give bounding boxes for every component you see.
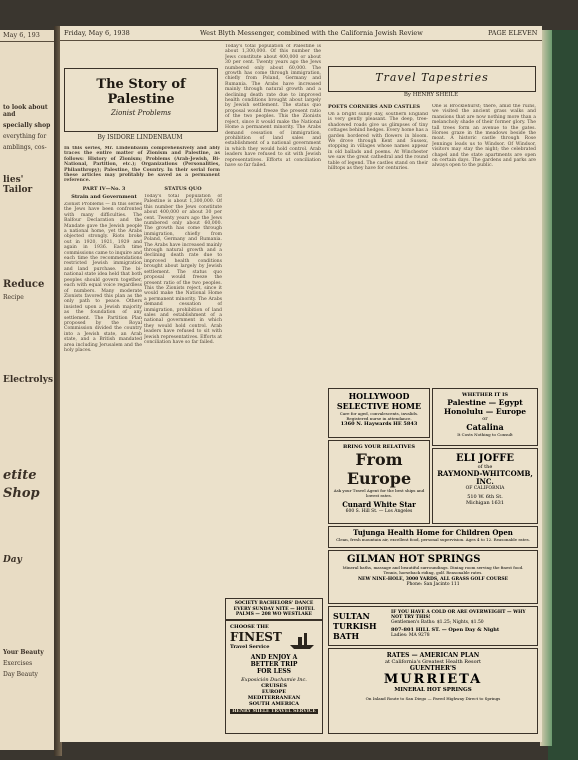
palestine-part: PART IV—No. 3 — [82, 186, 126, 192]
tapestries-section: POETS CORNERS AND CASTLES — [328, 104, 421, 110]
binding-cover — [548, 30, 578, 760]
header-date: Friday, May 6, 1938 — [64, 29, 130, 37]
left-fragment: lies' Tailor — [3, 175, 33, 195]
murrieta-ad — [328, 648, 538, 734]
left-fragment: Reduce — [3, 279, 45, 290]
finest-line4: AND ENJOY A — [250, 654, 298, 661]
sultan-phone: Ladies: MA 9278 — [391, 633, 430, 638]
joffe-name: ELI JOFFE — [455, 453, 515, 464]
hollywood-ad — [328, 388, 430, 438]
murrieta-owner: GUENTHER'S — [409, 665, 457, 672]
left-fragment: everything for — [3, 133, 47, 140]
palestine-intro: In this series, Mr. Lindenbaum comprehensively and ably traces the entire matter of Zionism and Palestine, as follows: History of Zionism; Problems (Arab-Jewish, Bi-National, Partition, etc.); Organizations (Personalities, Philanthropy); Palestine, the Country. In their serial form these articles may profitably be saved as a permanent reference. — [64, 146, 220, 182]
europe-big: From Europe — [346, 450, 412, 488]
sultan-l1: SULTAN — [333, 611, 370, 621]
left-fragment: etite — [3, 468, 37, 483]
murrieta-desc: On Inland Route to San Diego — Paved Highway Direct to Springs — [365, 696, 501, 701]
left-fragment: Your Beauty — [3, 649, 44, 656]
joffe-city: OF CALIFORNIA — [465, 486, 505, 491]
palestine-col-1: Zionist Problems — In this series the Jews have been confronted with many difficulties. The Balfour Declaration and the Mandate gave the Jewish people a national home, yet the Arabs objected strongly. Riots broke out in 1920, 1921, 1929 and again in 1936. Each time commissions came to inquire and each time the recommendations restricted Jewish immigration and land purchase. The bi-national state idea held that both peoples should govern together, each with equal voice regardless of numbers. Many moderate Zionists favored this plan as the only path to peace. Others insisted upon a Jewish majority as the foundation of any settlement. The Partition Plan proposed by the Royal Commission divided the country into a Jewish state, an Arab state, and a British mandated area including Jerusalem and the holy places. — [64, 202, 142, 353]
tujunga-title: Tujunga Health Home for Children Open — [353, 528, 513, 537]
europe-desc: Ask your Travel Agent for the best ships and lowest rates. — [333, 488, 425, 498]
joffe-of: of the — [477, 464, 493, 470]
tapestries-byline: By HENRY SHEILE — [403, 92, 459, 98]
europe-company: Cunard White Star — [342, 500, 416, 509]
whether-note: It Costs Nothing to Consult — [457, 432, 513, 437]
tujunga-desc: Clean, fresh mountain air, excellent food, personal supervision. Ages 4 to 12. Reasonable rates. — [336, 537, 530, 542]
whether-or: or — [482, 416, 488, 422]
left-fragment: Shop — [3, 486, 40, 501]
europe-city: Los Angeles — [384, 509, 413, 514]
europe-top: BRING YOUR RELATIVES — [343, 444, 415, 450]
left-fragment: amblings, cos- — [3, 144, 47, 151]
hollywood-desc: Care for aged, convalescents, invalids. Registered nurse in attendance. — [339, 411, 419, 421]
newspaper-page — [60, 26, 542, 742]
hollywood-phone: HE 5843 — [393, 421, 418, 427]
middle-column: Today's total population of Palestine is about 1,300,000. Of this number the Jews constitute about 400,000 or about 30 per cent. Twenty years ago the Jews numbered only about 60,000. The growth has come through immigration, chiefly from Poland, Germany and Rumania. The Arabs have increased mainly through natural growth and a declining death rate due to improved health conditions brought about largely by Jewish settlement. The status quo proposal would freeze the present ratio of the two peoples. This the Zionists reject, since it would make the National Home a permanent minority. The Arabs demand cessation of immigration, prohibition of land sales and establishment of a national government in which they would hold control. Arab leaders have refused to sit with Jewish representatives. Efforts at conciliation have so far failed. — [225, 44, 321, 168]
europe-address: 600 S. Hill St. — Los Angeles — [345, 509, 413, 514]
tapestries-col-2: One is Brocklehurst; there, amid the ruins, we visited the ancient grass walks and mansions that are now nothing more than a melancholy shade of their former glory. The tall trees form an avenue to the gates. Horses graze in the meadows beside the moat. A historic castle through Rose Jennings leads us to Windsor. Of Windsor, visitors may stay the night; the celebrated chapel and the state apartments are open on certain days. The gardens and parks are always open to the public. — [432, 104, 536, 169]
hollywood-addr — [329, 421, 429, 427]
left-fragment: Day — [3, 555, 22, 565]
finest-company: Exposición Duchamie Inc. — [241, 677, 307, 683]
tujunga-ad — [328, 526, 538, 548]
sultan-name-block — [333, 611, 387, 641]
gilman-title: GILMAN HOT SPRINGS — [347, 554, 481, 565]
whether-line1: WHETHER IT IS — [461, 392, 509, 398]
left-fragment: specially shop — [3, 122, 51, 129]
left-page-fragment — [0, 30, 56, 750]
gilman-ad — [328, 550, 538, 604]
left-fragment: Electrolys — [3, 375, 54, 385]
ship-icon — [288, 629, 316, 651]
whether-place-1: Palestine — Egypt — [447, 398, 523, 407]
hollywood-line1: SELECTIVE HOME — [336, 401, 422, 411]
left-fragment: Day Beauty — [3, 671, 38, 678]
left-page-date: May 6, 193 — [0, 30, 56, 42]
sultan-l3: BATH — [333, 631, 360, 641]
finest-line2: FINEST — [230, 630, 282, 644]
left-fragment: Recipe — [3, 294, 24, 301]
finest-tag: HENRY MIELE TRAVEL SERVICE — [230, 709, 318, 714]
tapestries-title: Travel Tapestries — [375, 71, 489, 84]
finest-dest: EUROPE — [261, 689, 287, 695]
murrieta-top: RATES — AMERICAN PLAN — [386, 652, 480, 659]
hollywood-address: 1360 N. Haywards — [340, 421, 392, 427]
palestine-section-1: Strain and Government — [71, 194, 137, 200]
sultan-l2: TURKISH — [333, 621, 377, 631]
tapestries-col-1: On a bright sunny day, southern England is very gently pleasant. The deep, tree-shadowed roads give us glimpses of tiny cottages behind hedges. Every home has a garden bordered with flowers in bloom. We drove through Kent and Sussex, stopping in villages whose names appear in old ballads and poems. At Winchester we saw the great cathedral and the round table of legend. The castles stand on their hilltops as they have for centuries. — [328, 112, 428, 172]
joffe-agency: RAYMOND-WHITCOMB, INC. — [437, 469, 533, 486]
murrieta-sub: at California's Greatest Health Resort — [384, 659, 482, 665]
hollywood-name: HOLLYWOOD — [348, 391, 410, 401]
joffe-ad — [432, 448, 538, 524]
header-page: PAGE ELEVEN — [488, 29, 538, 37]
palestine-byline: By ISIDORE LINDENBAUM — [97, 134, 183, 141]
joffe-phone: Michigan 1631 — [465, 500, 505, 506]
palestine-title: The Story of Palestine — [96, 77, 186, 107]
finest-travel-ad — [225, 620, 323, 734]
tapestries-title-box — [328, 66, 536, 92]
finest-sub: CRUISES — [261, 683, 287, 689]
europe-ad — [328, 440, 430, 524]
header-paper: West Blyth Messenger, combined with the California Jewish Review — [200, 29, 423, 37]
whether-last: Catalina — [466, 422, 504, 432]
finest-line6: FOR LESS — [257, 668, 291, 675]
joffe-addr: 510 W. 6th St. — [467, 494, 503, 500]
sultan-details — [391, 610, 533, 638]
palestine-col-2: Today's total population of Palestine is about 1,300,000. Of this number the Jews constitute about 400,000 or about 30 per cent. Twenty years ago the Jews numbered only about 60,000. The growth has come through immigration, chiefly from Poland, Germany and Rumania. The Arabs have increased mainly through natural growth and a declining death rate due to improved health conditions brought about largely by Jewish settlement. The status quo proposal would freeze the present ratio of the two peoples. This the Zionists reject, since it would make the National Home a permanent minority. The Arabs demand cessation of immigration, prohibition of land sales and establishment of a national government in which they would hold control. Arab leaders have refused to sit with Jewish representatives. Efforts at conciliation have so far failed. — [144, 194, 222, 345]
whether-place-2: Honolulu — Europe — [443, 407, 526, 416]
gilman-desc: Mineral baths, massage and beautiful surroundings. Dining room serving the finest food. Tennis, horseback riding, golf. Reasonable rates. — [342, 565, 524, 575]
finest-line3: Travel Service — [230, 644, 270, 650]
murrieta-name: MURRIETA — [383, 672, 483, 687]
left-fragment: Exercises — [3, 660, 33, 667]
society-text: SOCIETY BACHELORS' DANCE EVERY SUNDAY NITE — HOTEL PALMS — 208 WO WESTLAKE — [233, 601, 315, 617]
palestine-subtitle: Zionist Problems — [110, 109, 172, 117]
palestine-title-box — [64, 68, 218, 132]
palestine-status-heading: STATUS QUO — [164, 186, 202, 192]
finest-dest3: SOUTH AMERICA — [248, 701, 300, 707]
society-dance-ad — [225, 598, 323, 620]
sultan-ad — [328, 606, 538, 646]
gilman-new: NEW NINE-HOLE, 3000 YARDS, ALL GRASS GOLF COURSE — [357, 577, 509, 582]
europe-street: 600 S. Hill St. — [345, 509, 378, 514]
gilman-phone: Phone: San Jacinto 111 — [406, 582, 460, 587]
sultan-t2: Gentlemen's Baths: $1.25; Nights, $1.50 — [391, 620, 484, 625]
whether-ad — [432, 388, 538, 446]
finest-line5: BETTER TRIP — [250, 661, 298, 668]
page-header — [60, 26, 542, 41]
finest-line1: CHOOSE THE — [230, 624, 269, 630]
finest-dest2: MEDITERRANEAN — [247, 695, 301, 701]
sultan-t1: IF YOU HAVE A COLD OR ARE OVERWEIGHT — WHY NOT TRY THIS! — [391, 610, 526, 620]
murrieta-type: MINERAL HOT SPRINGS — [394, 687, 472, 693]
left-fragment: to look about and — [3, 104, 48, 118]
sultan-addr: 807-801 HILL ST. — Open Day & Night — [391, 627, 500, 633]
